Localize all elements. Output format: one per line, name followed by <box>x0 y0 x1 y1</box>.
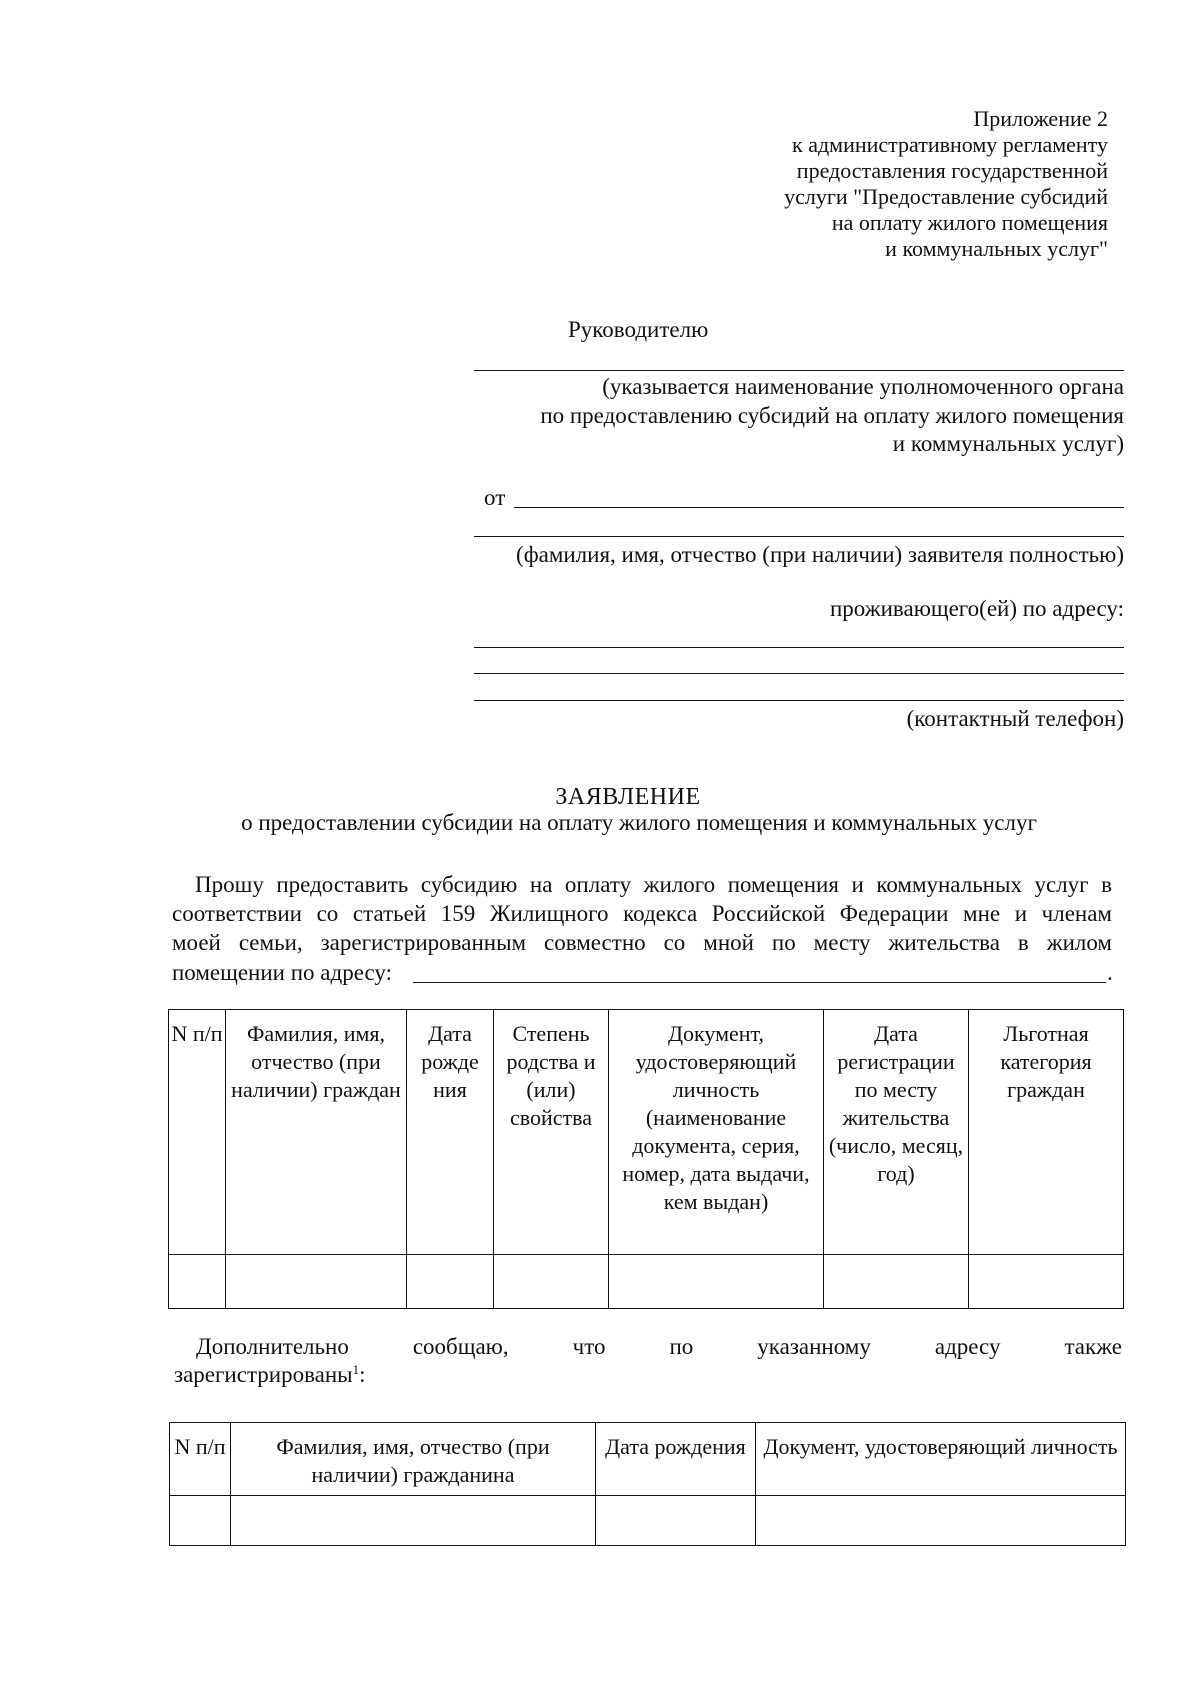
phone-line[interactable] <box>474 700 1124 701</box>
table-cell[interactable] <box>609 1255 824 1309</box>
footnote-mark: 1 <box>352 1362 360 1377</box>
address-label: проживающего(ей) по адресу: <box>830 596 1124 621</box>
authority-hint-1: (указывается наименование уполномоченного органа <box>602 374 1124 399</box>
request-line-3: моей семьи, зарегистрированным совместно со мной по месту жительства в жилом <box>172 930 1112 955</box>
table-cell[interactable] <box>231 1496 596 1546</box>
request-line-2: соответствии со статьей 159 Жилищного кодекса Российской Федерации мне и членам <box>172 901 1112 926</box>
address-line-2[interactable] <box>474 673 1124 674</box>
annex-line: предоставления государственной <box>796 158 1108 183</box>
column-header: Степень родства и (или) свойства <box>494 1010 609 1255</box>
document-subtitle: о предоставлении субсидии на оплату жилого помещения и коммунальных услуг <box>241 810 1037 835</box>
column-header: Дата рожде ния <box>407 1010 494 1255</box>
table-cell[interactable] <box>407 1255 494 1309</box>
phone-hint: (контактный телефон) <box>906 706 1124 731</box>
column-header: Документ, удостоверяющий личность <box>756 1423 1126 1496</box>
annex-line: услуги "Предоставление субсидий <box>784 184 1108 209</box>
table-cell[interactable] <box>169 1255 226 1309</box>
table-header-row <box>169 1010 1124 1255</box>
authority-hint-2: по предоставлению субсидий на оплату жилого помещения <box>540 403 1124 428</box>
column-header: Фамилия, имя, отчество (при наличии) граждан <box>226 1010 407 1255</box>
address-line-1[interactable] <box>474 647 1124 648</box>
from-label: от <box>484 485 506 510</box>
annex-line: Приложение 2 <box>973 106 1108 131</box>
document-title: ЗАЯВЛЕНИЕ <box>555 784 701 810</box>
applicant-hint: (фамилия, имя, отчество (при наличии) заявителя полностью) <box>516 542 1124 567</box>
table-cell[interactable] <box>226 1255 407 1309</box>
additional-line-2: зарегистрированы$^1$: <box>174 1362 366 1387</box>
additional-line-1: Дополнительно сообщаю, что по указанному адресу также <box>196 1334 1122 1359</box>
residence-address-field[interactable] <box>413 982 1106 983</box>
addressee-to: Руководителю <box>568 317 709 342</box>
table-row <box>170 1496 1126 1546</box>
table-header-row <box>170 1423 1126 1496</box>
authority-name-line[interactable] <box>474 370 1124 371</box>
table-cell[interactable] <box>170 1496 231 1546</box>
request-line-4-label: помещении по адресу: <box>172 960 392 985</box>
applicant-name-line[interactable] <box>514 507 1124 508</box>
request-line-1: Прошу предоставить субсидию на оплату жилого помещения и коммунальных услуг в <box>195 872 1112 897</box>
annex-line: на оплату жилого помещения <box>831 210 1108 235</box>
applicant-name-line-2[interactable] <box>474 536 1124 537</box>
column-header: Дата рождения <box>596 1423 756 1496</box>
request-line-4-end: . <box>1107 960 1113 985</box>
table-row <box>169 1255 1124 1309</box>
table-cell[interactable] <box>969 1255 1124 1309</box>
annex-line: и коммунальных услуг" <box>885 236 1108 261</box>
table-cell[interactable] <box>596 1496 756 1546</box>
column-header: N п/п <box>170 1423 231 1496</box>
table-cell[interactable] <box>756 1496 1126 1546</box>
column-header: Льготная категория граждан <box>969 1010 1124 1255</box>
column-header: N п/п <box>169 1010 226 1255</box>
annex-line: к административному регламенту <box>792 132 1108 157</box>
column-header: Дата регистрации по месту жительства (число, месяц, год) <box>824 1010 969 1255</box>
table-cell[interactable] <box>824 1255 969 1309</box>
family-members-table <box>168 1009 1124 1309</box>
column-header: Фамилия, имя, отчество (при наличии) гражданина <box>231 1423 596 1496</box>
other-registered-table <box>169 1422 1126 1546</box>
column-header: Документ, удостоверяющий личность (наименование документа, серия, номер, дата выдачи, кем выдан) <box>609 1010 824 1255</box>
annex-header <box>700 106 1108 262</box>
authority-hint-3: и коммунальных услуг) <box>892 431 1124 456</box>
table-cell[interactable] <box>494 1255 609 1309</box>
